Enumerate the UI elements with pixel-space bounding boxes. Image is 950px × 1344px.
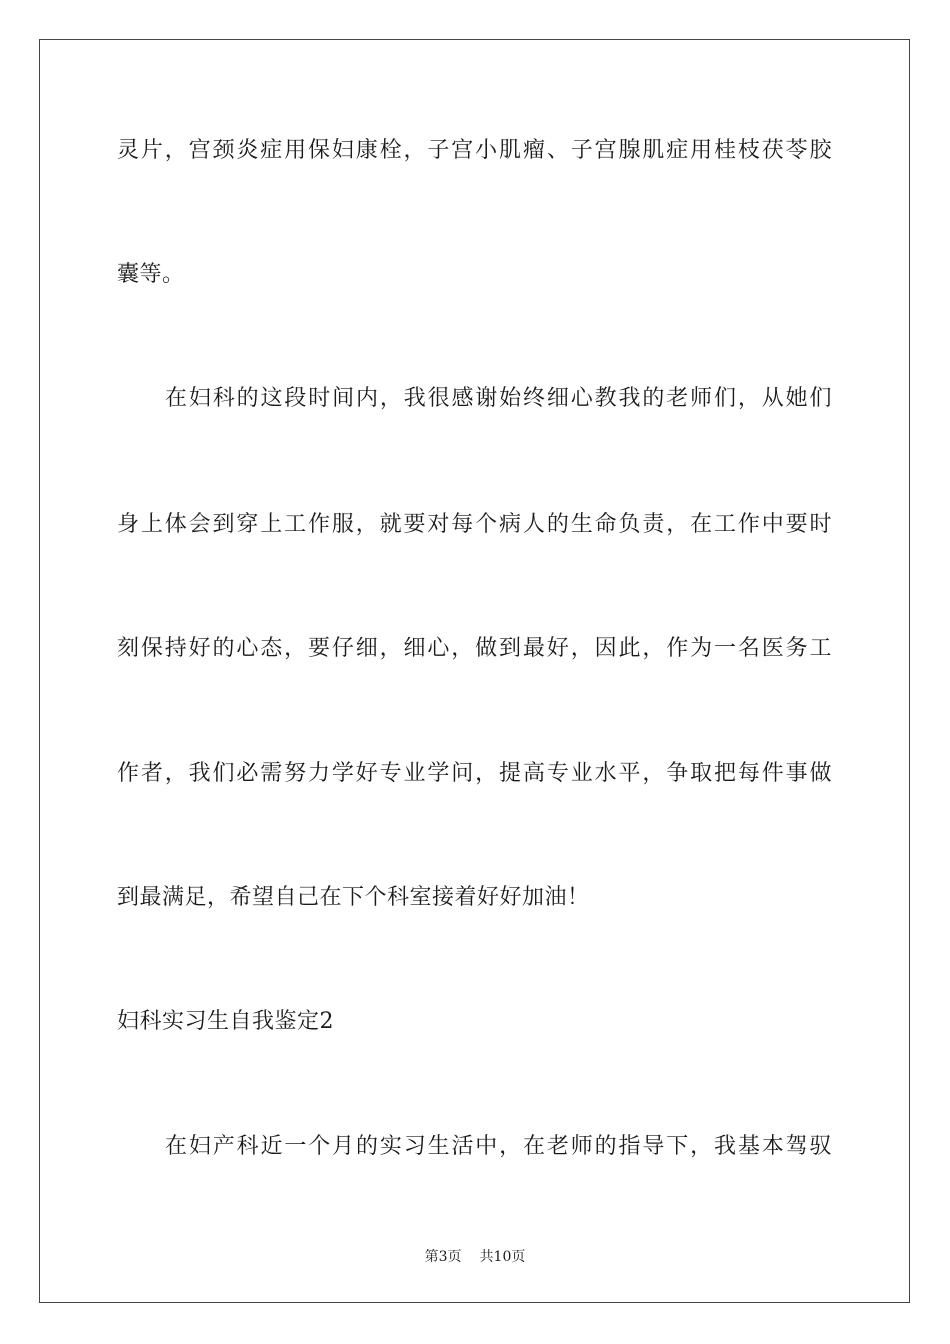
paragraph-line: 在妇科的这段时间内，我很感谢始终细心教我的老师们，从她们 [165,386,832,411]
paragraph-line: 囊等。 [117,262,185,287]
paragraph-line: 到最满足，希望自己在下个科室接着好好加油！ [117,885,590,910]
paragraph-line: 作者，我们必需努力学好专业学问，提高专业水平，争取把每件事做 [117,761,832,786]
section-heading: 妇科实习生自我鉴定2 [117,1009,334,1034]
page-total: 共10页 [479,1249,526,1265]
paragraph-line: 刻保持好的心态，要仔细，细心，做到最好，因此，作为一名医务工 [117,636,832,661]
page-footer [0,1247,950,1267]
page-number: 第3页 [424,1249,462,1265]
paragraph-line: 灵片，宫颈炎症用保妇康栓，子宫小肌瘤、子宫腺肌症用桂枝茯苓胶 [117,138,832,163]
paragraph-line: 身上体会到穿上工作服，就要对每个病人的生命负责，在工作中要时 [117,512,832,537]
page-border [39,39,910,1303]
paragraph-line: 在妇产科近一个月的实习生活中，在老师的指导下，我基本驾驭 [165,1134,832,1159]
